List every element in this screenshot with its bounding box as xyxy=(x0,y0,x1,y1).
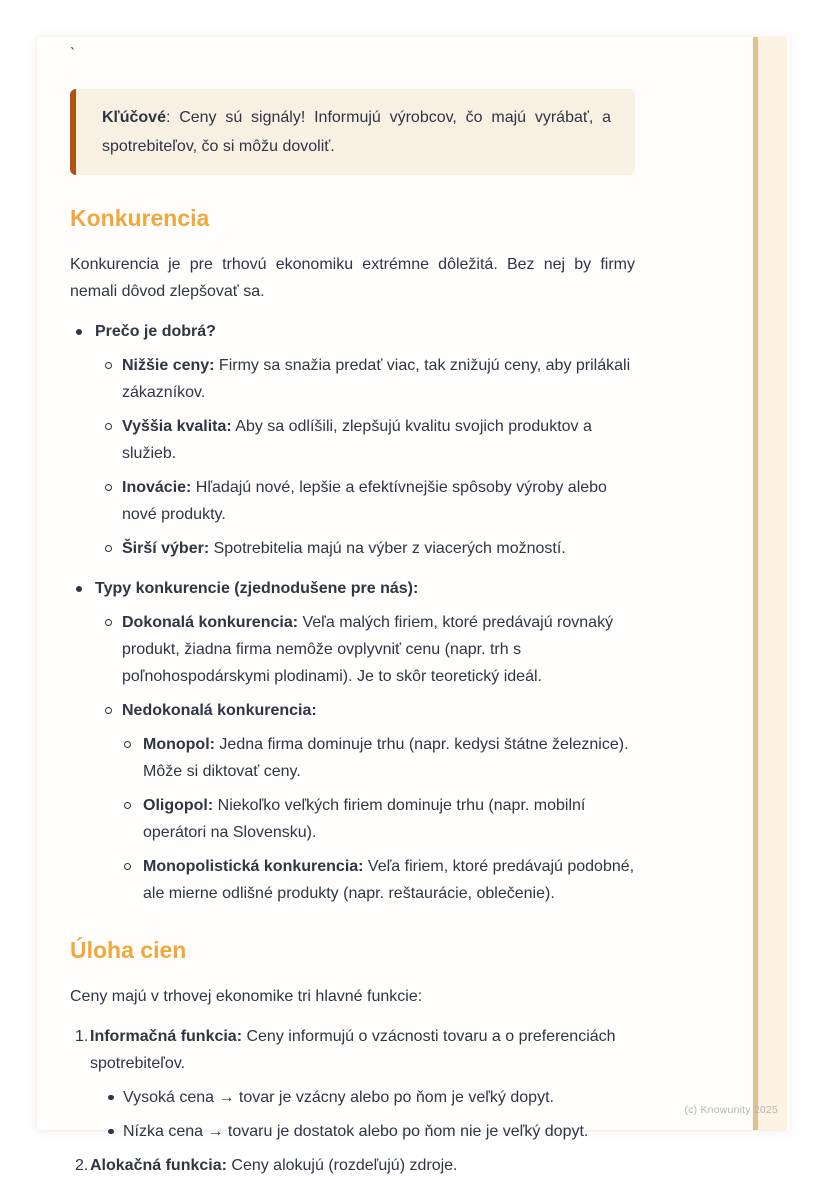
bullet-circle-icon xyxy=(104,413,122,467)
bullet-disc-icon xyxy=(107,1118,123,1145)
konkurencia-intro: Konkurencia je pre trhovú ekonomiku extrémne dôležitá. Bez nej by firmy nemali dôvod zlepšovať sa. xyxy=(70,256,635,300)
list-item-text: Monopol: Jedna firma dominuje trhu (napr. kedysi štátne železnice). Môže si diktovať ceny. xyxy=(143,736,629,780)
list-item xyxy=(70,318,635,345)
list-item-text: Typy konkurencie (zjednodušene pre nás): xyxy=(95,580,419,597)
list-item xyxy=(70,1118,635,1145)
bullet-circle-icon xyxy=(104,609,122,690)
list-item-text: Dokonalá konkurencia: Veľa malých firiem, ktoré predávajú rovnaký produkt, žiadna firma nemôže ovplyvniť cenu (napr. trh s poľnohospodárskymi plodinami). Je to skôr teoretický ideál. xyxy=(122,614,614,685)
numbered-item xyxy=(70,1152,635,1179)
bullet-circle-icon xyxy=(104,535,122,562)
callout-text: : Ceny sú signály! Informujú výrobcov, čo majú vyrábať, a spotrebiteľov, čo si môžu dovoliť. xyxy=(102,109,611,155)
list-item-text: Širší výber: Spotrebitelia majú na výber z viacerých možností. xyxy=(122,540,566,557)
knowunity-watermark: (c) Knowunity 2025 xyxy=(684,1104,778,1116)
list-item-text: Inovácie: Hľadajú nové, lepšie a efektívnejšie spôsoby výroby alebo nové produkty. xyxy=(122,479,607,523)
list-item-text: Prečo je dobrá? xyxy=(95,323,216,340)
list-item xyxy=(70,697,635,724)
document-page xyxy=(37,37,790,1174)
list-item-text: Informačná funkcia: Ceny informujú o vzácnosti tovaru a o preferenciách spotrebiteľov. xyxy=(90,1028,616,1072)
list-item xyxy=(70,413,635,467)
page-content xyxy=(70,37,635,1179)
bullet-disc-icon xyxy=(107,1084,123,1111)
bullet-circle-icon xyxy=(104,352,122,406)
list-item xyxy=(70,575,635,602)
bullet-circle-icon xyxy=(104,697,122,724)
list-item-text: Oligopol: Niekoľko veľkých firiem dominuje trhu (napr. mobilní operátori na Slovensku). xyxy=(143,797,586,841)
uloha-intro: Ceny majú v trhovej ekonomike tri hlavné funkcie: xyxy=(70,988,423,1005)
price-functions-list xyxy=(70,1023,635,1179)
list-item-text: Vyššia kvalita: Aby sa odlíšili, zlepšujú kvalitu svojich produktov a služieb. xyxy=(122,418,592,462)
list-item-text: Alokačná funkcia: Ceny alokujú (rozdeľujú) zdroje. xyxy=(90,1157,458,1174)
stray-backtick: ` xyxy=(70,45,75,62)
numbered-item xyxy=(70,1023,635,1077)
callout-label: Kľúčové xyxy=(102,109,166,126)
list-item-text: Nedokonalá konkurencia: xyxy=(122,702,317,719)
bullet-circle-icon xyxy=(123,731,143,785)
bullet-circle-icon xyxy=(123,792,143,846)
list-item-text: Nízka cena → tovaru je dostatok alebo po ňom nie je veľký dopyt. xyxy=(123,1123,589,1140)
competition-types-list xyxy=(70,575,635,907)
section-heading-konkurencia: Konkurencia xyxy=(70,205,210,231)
key-callout xyxy=(70,89,635,175)
list-item xyxy=(70,792,635,846)
page-edge-strip xyxy=(753,37,787,1130)
bullet-disc-icon xyxy=(75,318,95,345)
list-item-text: Vysoká cena → tovar je vzácny alebo po ňom je veľký dopyt. xyxy=(123,1089,554,1106)
section-heading-uloha-cien: Úloha cien xyxy=(70,937,187,963)
list-item xyxy=(70,535,635,562)
list-item xyxy=(70,1084,635,1111)
why-good-list xyxy=(70,318,635,562)
list-item xyxy=(70,474,635,528)
bullet-circle-icon xyxy=(104,474,122,528)
bullet-circle-icon xyxy=(123,853,143,907)
list-item xyxy=(70,731,635,785)
list-item xyxy=(70,352,635,406)
list-item-text: Monopolistická konkurencia: Veľa firiem, ktoré predávajú podobné, ale mierne odlišné produkty (napr. reštaurácie, oblečenie). xyxy=(143,858,635,902)
bullet-disc-icon xyxy=(75,575,95,602)
item-number: 1. xyxy=(75,1028,89,1045)
list-item xyxy=(70,609,635,690)
item-number: 2. xyxy=(75,1157,89,1174)
list-item-text: Nižšie ceny: Firmy sa snažia predať viac, tak znižujú ceny, aby prilákali zákazníkov. xyxy=(122,357,631,401)
list-item xyxy=(70,853,635,907)
